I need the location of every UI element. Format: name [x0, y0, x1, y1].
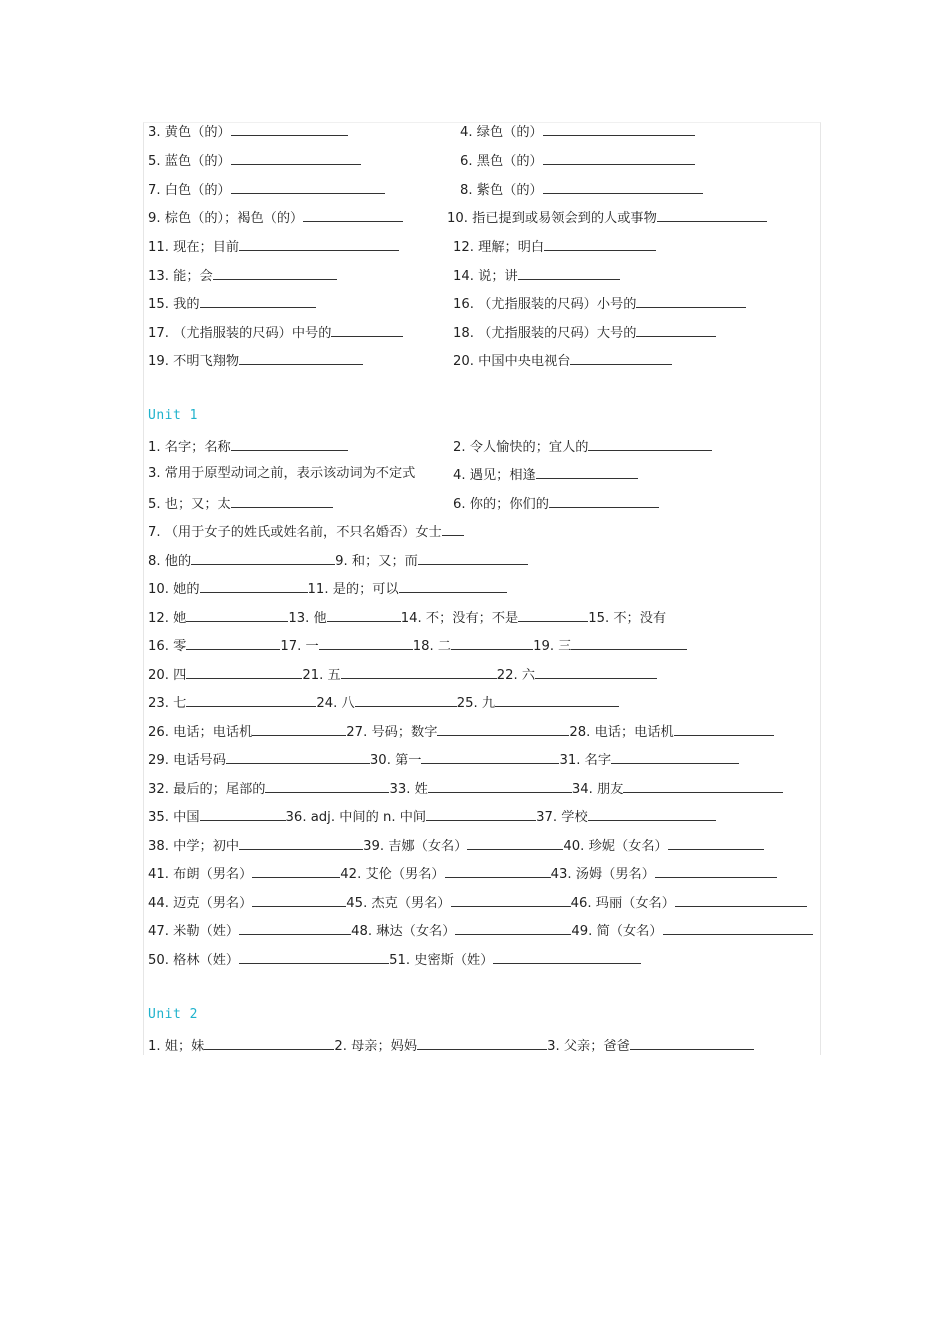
- list-item: 5. 也；又；太: [148, 494, 333, 514]
- list-item: 9. 棕色（的）；褐色（的）: [148, 208, 403, 228]
- list-item: 29. 电话号码 30. 第一 31. 名字: [148, 750, 739, 770]
- list-item: 4. 绿色（的）: [460, 122, 695, 142]
- list-item: 16. （尤指服装的尺码）小号的: [453, 294, 746, 314]
- list-item: 20. 四 21. 五 22. 六: [148, 665, 657, 685]
- section-heading-unit1: Unit 1: [148, 408, 198, 423]
- list-item: 50. 格林（姓） 51. 史密斯（姓）: [148, 950, 641, 970]
- list-item: 13. 能；会: [148, 266, 337, 286]
- list-item: 20. 中国中央电视台: [453, 351, 672, 371]
- list-item: 6. 你的；你们的: [453, 494, 659, 514]
- list-item: 1. 姐；妹 2. 母亲；妈妈 3. 父亲；爸爸: [148, 1036, 754, 1056]
- list-item: 10. 指已提到或易领会到的人或事物: [447, 208, 767, 228]
- list-item: 8. 他的 9. 和；又；而: [148, 551, 528, 571]
- list-item: 3. 常用于原型动词之前，表示该动词为不定式: [148, 466, 416, 481]
- list-item: 8. 紫色（的）: [460, 180, 703, 200]
- list-item: 35. 中国 36. adj. 中间的 n. 中间 37. 学校: [148, 807, 716, 827]
- list-item: 32. 最后的；尾部的 33. 姓 34. 朋友: [148, 779, 783, 799]
- list-item: 12. 理解；明白: [453, 237, 656, 257]
- list-item: 7. 白色（的）: [148, 180, 385, 200]
- list-item: 44. 迈克（男名） 45. 杰克（男名） 46. 玛丽（女名）: [148, 893, 807, 913]
- list-item: 10. 她的 11. 是的；可以: [148, 579, 507, 599]
- list-item: 14. 说；讲: [453, 266, 620, 286]
- list-item: 3. 黄色（的）: [148, 122, 348, 142]
- list-item: 6. 黑色（的）: [460, 151, 695, 171]
- list-item: 26. 电话；电话机 27. 号码；数字 28. 电话；电话机: [148, 722, 774, 742]
- list-item: 18. （尤指服装的尺码）大号的: [453, 323, 716, 343]
- list-item: 12. 她 13. 他 14. 不；没有；不是 15. 不；没有: [148, 608, 666, 628]
- list-item: 38. 中学；初中 39. 吉娜（女名） 40. 珍妮（女名）: [148, 836, 764, 856]
- list-item: 16. 零 17. 一 18. 二 19. 三: [148, 636, 687, 656]
- list-item: 4. 遇见；相逢: [453, 465, 638, 485]
- list-item: 23. 七 24. 八 25. 九: [148, 693, 619, 713]
- section-heading-unit2: Unit 2: [148, 1007, 198, 1022]
- list-item: 5. 蓝色（的）: [148, 151, 361, 171]
- list-item: 11. 现在；目前: [148, 237, 399, 257]
- list-item: 19. 不明飞翔物: [148, 351, 363, 371]
- list-item: 47. 米勒（姓） 48. 琳达（女名） 49. 简（女名）: [148, 921, 813, 941]
- list-item: 15. 我的: [148, 294, 316, 314]
- list-item: 2. 令人愉快的；宜人的: [453, 437, 712, 457]
- list-item: 17. （尤指服装的尺码）中号的: [148, 323, 403, 343]
- list-item: 7. （用于女子的姓氏或姓名前，不只名婚否）女士: [148, 522, 464, 542]
- list-item: 41. 布朗（男名） 42. 艾伦（男名） 43. 汤姆（男名）: [148, 864, 777, 884]
- list-item: 1. 名字；名称: [148, 437, 348, 457]
